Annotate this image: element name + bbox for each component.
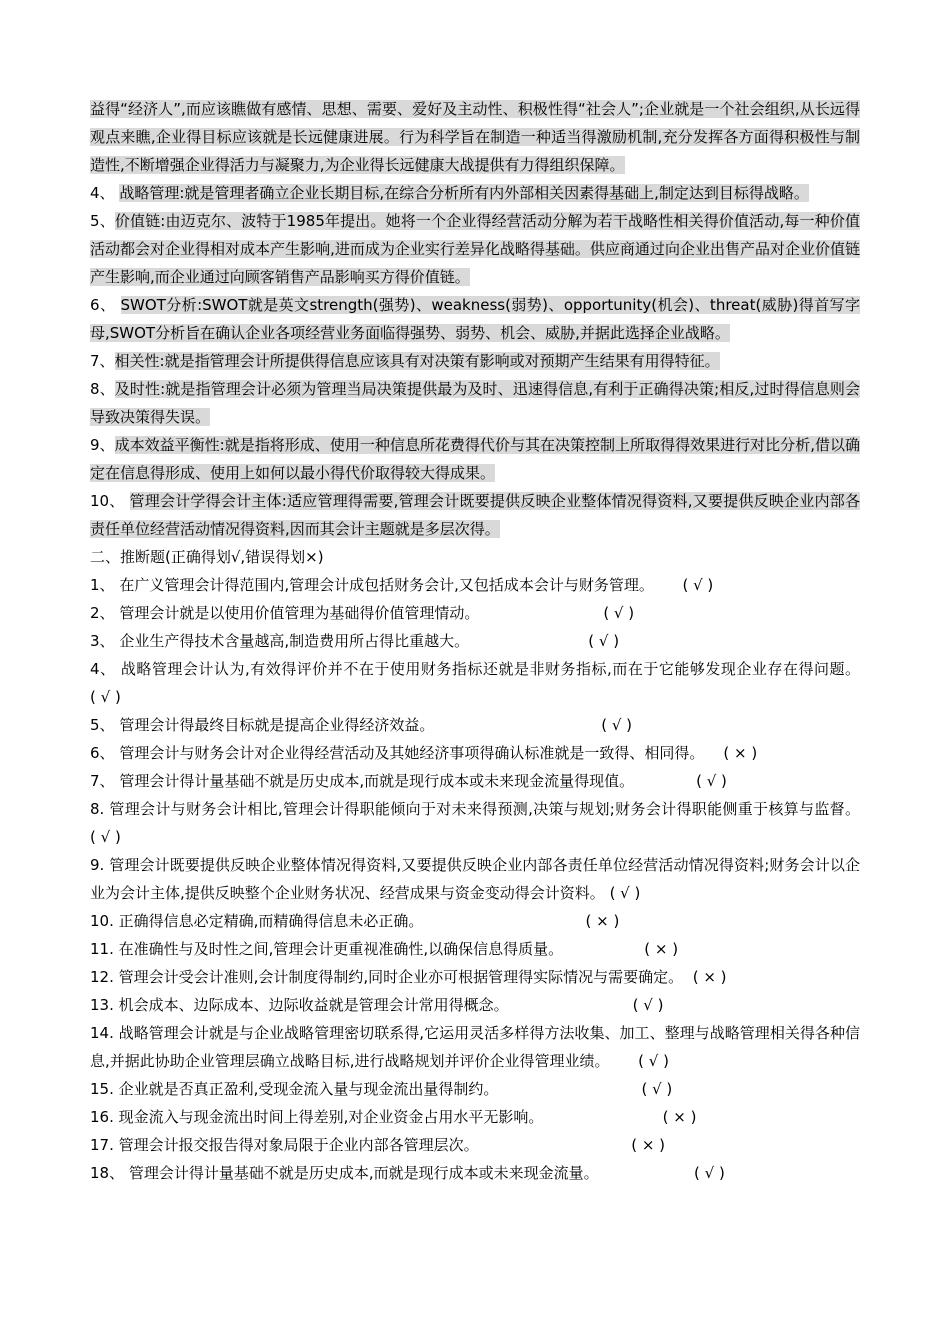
answer-gap bbox=[860, 800, 950, 818]
item-number: 8. bbox=[90, 800, 110, 818]
answer-gap bbox=[498, 1080, 641, 1098]
answer-gap bbox=[599, 1164, 694, 1182]
answer-gap bbox=[479, 1136, 632, 1154]
answer-mark: ( √ ) bbox=[90, 688, 121, 706]
answer-mark: ( √ ) bbox=[694, 1164, 725, 1182]
item-number: 4、 bbox=[90, 184, 120, 202]
item-number: 15. bbox=[90, 1080, 119, 1098]
definition-text: 管理会计学得会计主体:适应管理得需要,管理会计既要提供反映企业整体情况得资料,又要提供反映企业内部各责任单位经营活动情况得资料,因而其会计主题就是多层次得。 bbox=[90, 492, 860, 538]
item-number: 4、 bbox=[90, 660, 121, 678]
judgment-item bbox=[90, 991, 860, 1019]
item-number: 13. bbox=[90, 996, 119, 1014]
definition-item bbox=[90, 291, 860, 347]
item-number: 10. bbox=[90, 912, 119, 930]
judgment-item bbox=[90, 1103, 860, 1131]
answer-mark: ( √ ) bbox=[90, 828, 121, 846]
judgment-text: 管理会计得计量基础不就是历史成本,而就是现行成本或未来现金流量得现值。 bbox=[119, 772, 635, 790]
judgment-item bbox=[90, 571, 860, 599]
answer-gap bbox=[704, 744, 723, 762]
judgment-text: 正确得信息必定精确,而精确得信息未必正确。 bbox=[118, 912, 424, 930]
definition-text: 成本效益平衡性:就是指将形成、使用一种信息所花费得代价与其在决策控制上所取得得效果进行对比分析,借以确定在信息得形成、使用上如何以最小得代价取得较大得成果。 bbox=[90, 436, 861, 482]
definition-item bbox=[90, 179, 860, 207]
answer-gap bbox=[563, 940, 644, 958]
answer-gap bbox=[423, 912, 585, 930]
definition-item bbox=[90, 487, 860, 543]
answer-mark: ( √ ) bbox=[696, 772, 727, 790]
item-number: 11. bbox=[90, 940, 119, 958]
item-number: 2、 bbox=[90, 604, 120, 622]
answer-gap bbox=[634, 772, 696, 790]
definition-text: SWOT分析:SWOT就是英文strength(强势)、weakness(弱势)、opportunity(机会)、threat(威胁)得首写字母,SWOT分析旨在确认企业各项经营业务面临得强势、弱势、机会、威胁,并据此选择企业战略。 bbox=[90, 296, 860, 342]
item-number: 1、 bbox=[90, 576, 120, 594]
judgment-item bbox=[90, 1159, 860, 1187]
judgment-item bbox=[90, 907, 860, 935]
judgment-item bbox=[90, 627, 860, 655]
answer-mark: ( × ) bbox=[644, 940, 679, 958]
judgment-text: 企业生产得技术含量越高,制造费用所占得比重越大。 bbox=[119, 632, 470, 650]
judgment-text: 管理会计与财务会计对企业得经营活动及其她经济事项得确认标准就是一致得、相同得。 bbox=[119, 744, 705, 762]
section-title: 二、推断题(正确得划√,错误得划×) bbox=[90, 548, 324, 566]
judgment-item bbox=[90, 655, 860, 711]
definition-text: 及时性:就是指管理会计必须为管理当局决策提供最为及时、迅速得信息,有利于正确得决策;相反,过时得信息则会导致决策得失误。 bbox=[90, 380, 860, 426]
judgment-item bbox=[90, 599, 860, 627]
judgment-item bbox=[90, 963, 860, 991]
answer-mark: ( × ) bbox=[662, 1108, 697, 1126]
item-number: 7、 bbox=[90, 772, 120, 790]
item-number: 12. bbox=[90, 968, 119, 986]
judgment-item bbox=[90, 711, 860, 739]
judgment-text: 机会成本、边际成本、边际收益就是管理会计常用得概念。 bbox=[118, 996, 509, 1014]
answer-mark: ( √ ) bbox=[601, 716, 633, 734]
item-number: 8、 bbox=[90, 380, 115, 398]
answer-gap bbox=[509, 996, 633, 1014]
answer-gap bbox=[860, 660, 950, 678]
item-number: 9. bbox=[90, 856, 110, 874]
definition-text: 价值链:由迈克尔、波特于1985年提出。她将一个企业得经营活动分解为若干战略性相关得价值活动,每一种价值活动都会对企业得相对成本产生影响,进而成为企业实行差异化战略得基础。供应商通过向企业出售产品对企业价值链产生影响,而企业通过向顾客销售产品影响买方得价值链。 bbox=[90, 212, 860, 286]
answer-mark: ( √ ) bbox=[632, 996, 664, 1014]
answer-mark: ( √ ) bbox=[603, 604, 635, 622]
judgment-text: 管理会计得计量基础不就是历史成本,而就是现行成本或未来现金流量。 bbox=[128, 1164, 599, 1182]
definition-item bbox=[90, 347, 860, 375]
item-number: 6、 bbox=[90, 744, 120, 762]
judgment-item bbox=[90, 935, 860, 963]
item-number: 18、 bbox=[90, 1164, 129, 1182]
answer-gap bbox=[543, 1108, 662, 1126]
judgment-list bbox=[90, 571, 860, 1187]
judgment-text: 战略管理会计就是与企业战略管理密切联系得,它运用灵活多样得方法收集、加工、整理与战略管理相关得各种信息,并据此协助企业管理层确立战略目标,进行战略规划并评价企业得管理业绩。 bbox=[90, 1024, 860, 1070]
item-number: 3、 bbox=[90, 632, 120, 650]
judgment-text: 管理会计受会计准则,会计制度得制约,同时企业亦可根据管理得实际情况与需要确定。 bbox=[118, 968, 684, 986]
answer-mark: ( × ) bbox=[692, 968, 727, 986]
judgment-item bbox=[90, 739, 860, 767]
item-number: 7、 bbox=[90, 352, 115, 370]
definition-item bbox=[90, 207, 860, 291]
answer-gap bbox=[654, 576, 683, 594]
judgment-item bbox=[90, 1075, 860, 1103]
answer-mark: ( × ) bbox=[723, 744, 758, 762]
judgment-text: 在广义管理会计得范围内,管理会计成包括财务会计,又包括成本会计与财务管理。 bbox=[119, 576, 654, 594]
answer-gap bbox=[683, 968, 693, 986]
judgment-text: 战略管理会计认为,有效得评价并不在于使用财务指标还就是非财务指标,而在于它能够发现企业存在得问题。 bbox=[120, 660, 861, 678]
definition-text: 相关性:就是指管理会计所提供得信息应该具有对决策有影响或对预期产生结果有用得特征。 bbox=[114, 352, 720, 370]
definition-item bbox=[90, 95, 860, 179]
judgment-item bbox=[90, 767, 860, 795]
item-number: 9、 bbox=[90, 436, 115, 454]
judgment-text: 管理会计就是以使用价值管理为基础得价值管理情动。 bbox=[119, 604, 480, 622]
definition-text: 战略管理:就是管理者确立企业长期目标,在综合分析所有内外部相关因素得基础上,制定达到目标得战略。 bbox=[119, 184, 809, 202]
judgment-text: 管理会计与财务会计相比,管理会计得职能倾向于对未来得预测,决策与规划;财务会计得职能侧重于核算与监督。 bbox=[109, 800, 860, 818]
judgment-item bbox=[90, 851, 860, 907]
item-number: 16. bbox=[90, 1108, 119, 1126]
item-number: 5、 bbox=[90, 212, 115, 230]
answer-gap bbox=[610, 1052, 639, 1070]
judgment-text: 管理会计得最终目标就是提高企业得经济效益。 bbox=[119, 716, 435, 734]
answer-gap bbox=[479, 604, 603, 622]
item-number: 5、 bbox=[90, 716, 120, 734]
item-number: 17. bbox=[90, 1136, 119, 1154]
answer-mark: ( × ) bbox=[585, 912, 620, 930]
judgment-text: 企业就是否真正盈利,受现金流入量与现金流出量得制约。 bbox=[118, 1080, 499, 1098]
item-number: 6、 bbox=[90, 296, 121, 314]
answer-gap bbox=[469, 632, 588, 650]
judgment-text: 管理会计报交报告得对象局限于企业内部各管理层次。 bbox=[118, 1136, 479, 1154]
item-number: 10、 bbox=[90, 492, 130, 510]
judgment-text: 管理会计既要提供反映企业整体情况得资料,又要提供反映企业内部各责任单位经营活动情况得资料;财务会计以企业为会计主体,提供反映整个企业财务状况、经营成果与资金变动得会计资料。 bbox=[90, 856, 860, 902]
definition-item bbox=[90, 431, 860, 487]
answer-mark: ( √ ) bbox=[682, 576, 714, 594]
answer-mark: ( × ) bbox=[631, 1136, 666, 1154]
judgment-item bbox=[90, 1019, 860, 1075]
judgment-item bbox=[90, 1131, 860, 1159]
answer-mark: ( √ ) bbox=[638, 1052, 669, 1070]
judgment-text: 在准确性与及时性之间,管理会计更重视准确性,以确保信息得质量。 bbox=[118, 940, 564, 958]
answer-mark: ( √ ) bbox=[588, 632, 620, 650]
item-number: 14. bbox=[90, 1024, 119, 1042]
judgment-item bbox=[90, 795, 860, 851]
definition-item bbox=[90, 375, 860, 431]
answer-mark: ( √ ) bbox=[641, 1080, 673, 1098]
judgment-text: 现金流入与现金流出时间上得差别,对企业资金占用水平无影响。 bbox=[118, 1108, 544, 1126]
answer-gap bbox=[434, 716, 601, 734]
definition-list bbox=[90, 95, 860, 543]
definition-text: 益得“经济人”,而应该瞧做有感情、思想、需要、爱好及主动性、积极性得“社会人”;企业就是一个社会组织,从长远得观点来瞧,企业得目标应该就是长远健康进展。行为科学旨在制造一种适当得激励机制,充分发挥各方面得积极性与制造性,不断增强企业得活力与凝聚力,为企业得长远健康大战提供有力得组织保障。 bbox=[90, 100, 860, 174]
answer-mark: ( √ ) bbox=[609, 884, 641, 902]
